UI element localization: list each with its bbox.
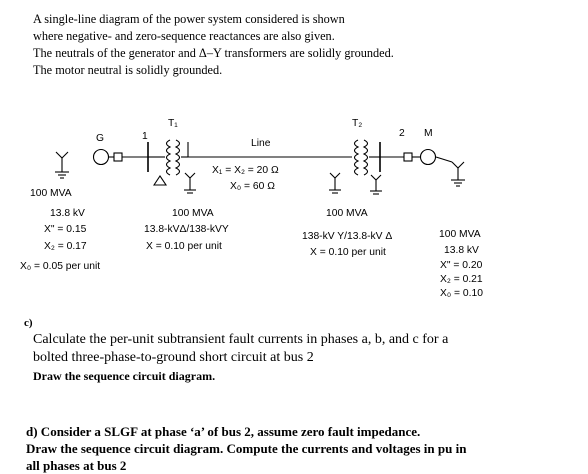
t1-mva: 100 MVA — [172, 208, 214, 219]
t1-rating: 13.8-kVΔ/138-kVY — [144, 224, 229, 235]
part-c-line-3: Draw the sequence circuit diagram. — [33, 369, 216, 383]
intro-line-2: where negative- and zero-sequence reactances are also given. — [33, 29, 335, 43]
line-positive-negative-reactance: X₁ = X₂ = 20 Ω — [212, 165, 279, 176]
t2-rating: 138-kV Y/13.8-kV Δ — [302, 231, 393, 242]
t2-x: X = 0.10 per unit — [310, 247, 386, 258]
motor-kv: 13.8 kV — [444, 245, 479, 256]
transformer-t2 — [329, 140, 382, 194]
motor-symbol — [421, 150, 436, 165]
motor-ground-symbol — [451, 162, 465, 186]
motor-x0: X₀ = 0.10 — [440, 288, 483, 299]
breaker-1 — [114, 153, 122, 161]
part-d-line-1: d) Consider a SLGF at phase ‘a’ of bus 2, assume zero fault impedance. — [26, 424, 421, 439]
bus-2-label: 2 — [399, 128, 405, 139]
intro-line-3: The neutrals of the generator and Δ–Y transformers are solidly grounded. — [33, 46, 394, 60]
motor-label: M — [424, 128, 433, 139]
part-c-label: c) — [24, 317, 33, 329]
generator-symbol — [94, 150, 109, 165]
motor-x-subtransient: X" = 0.20 — [440, 260, 483, 271]
line-label: Line — [251, 138, 271, 149]
gen-mva: 100 MVA — [30, 188, 72, 199]
breaker-2 — [404, 153, 412, 161]
part-c-line-1: Calculate the per-unit subtransient fault currents in phases a, b, and c for a — [33, 332, 449, 347]
t1-label: T₁ — [168, 118, 178, 129]
motor-x2: X₂ = 0.21 — [440, 274, 483, 285]
gen-x2: X₂ = 0.17 — [44, 241, 87, 252]
intro-line-4: The motor neutral is solidly grounded. — [33, 63, 223, 77]
transformer-t1 — [154, 140, 196, 193]
generator-label: G — [96, 133, 105, 144]
bus-1-label: 1 — [142, 131, 148, 142]
gen-kv: 13.8 kV — [50, 208, 85, 219]
line-zero-reactance: X₀ = 60 Ω — [230, 181, 275, 192]
gen-x0: X₀ = 0.05 per unit — [20, 261, 101, 272]
intro-line-1: A single-line diagram of the power system considered is shown — [33, 12, 345, 26]
motor-mva: 100 MVA — [439, 229, 481, 240]
part-d-line-2: Draw the sequence circuit diagram. Compute the currents and voltages in pu in — [26, 441, 467, 456]
t2-mva: 100 MVA — [326, 208, 368, 219]
part-c-line-2: bolted three-phase-to-ground short circuit at bus 2 — [33, 350, 314, 365]
part-d-line-3: all phases at bus 2 — [26, 458, 127, 473]
generator-ground-symbol — [55, 152, 69, 178]
t2-label: T₂ — [352, 118, 363, 129]
gen-x-subtransient: X" = 0.15 — [44, 224, 87, 235]
t1-x: X = 0.10 per unit — [146, 241, 222, 252]
